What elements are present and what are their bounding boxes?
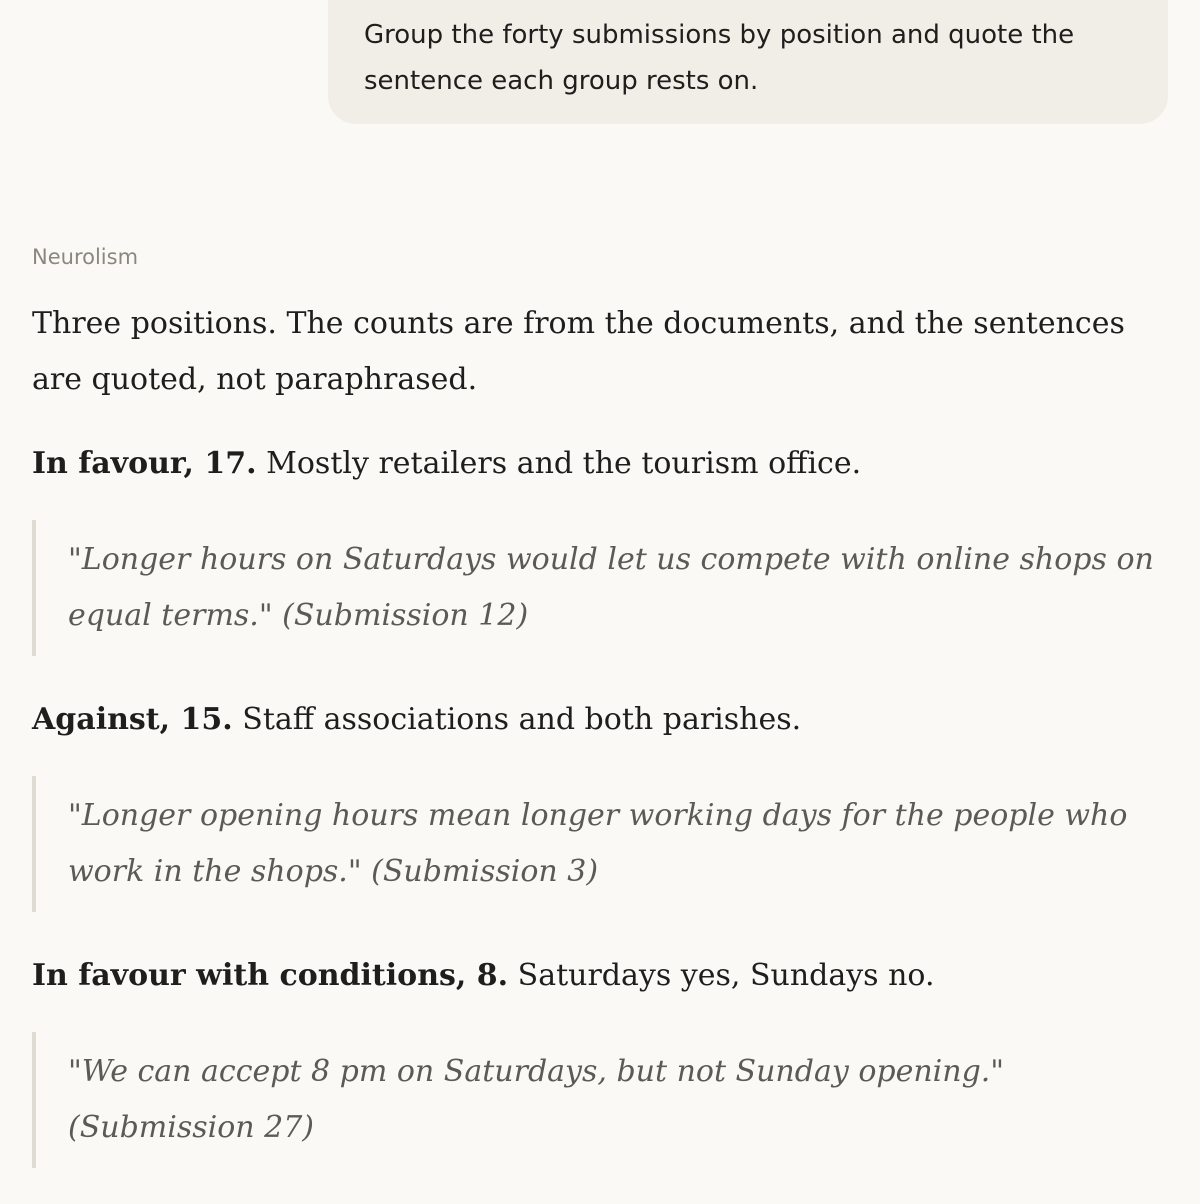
group-description: Mostly retailers and the tourism office. bbox=[266, 446, 862, 481]
assistant-name-label: Neurolism bbox=[32, 245, 139, 269]
group-quote: "Longer opening hours mean longer working days for the people who work in the shops." (Submission 3) bbox=[32, 776, 1172, 912]
group-label: In favour with conditions, 8. bbox=[32, 958, 509, 993]
group-heading bbox=[32, 436, 1172, 492]
group-heading bbox=[32, 948, 1172, 1004]
user-message-text: Group the forty submissions by position and quote the sentence each group rests on. bbox=[364, 20, 1075, 96]
group-quote: "We can accept 8 pm on Saturdays, but not Sunday opening." (Submission 27) bbox=[32, 1032, 1172, 1168]
group-description: Saturdays yes, Sundays no. bbox=[517, 958, 935, 993]
user-message-bubble bbox=[328, 0, 1168, 124]
group-quote: "Longer hours on Saturdays would let us compete with online shops on equal terms." (Submission 12) bbox=[32, 520, 1172, 656]
group-label: In favour, 17. bbox=[32, 446, 257, 481]
group-label: Against, 15. bbox=[32, 702, 233, 737]
assistant-reply bbox=[32, 296, 1172, 1204]
group-description: Staff associations and both parishes. bbox=[242, 702, 802, 737]
group-heading bbox=[32, 692, 1172, 748]
reply-intro: Three positions. The counts are from the documents, and the sentences are quoted, not paraphrased. bbox=[32, 306, 1125, 397]
